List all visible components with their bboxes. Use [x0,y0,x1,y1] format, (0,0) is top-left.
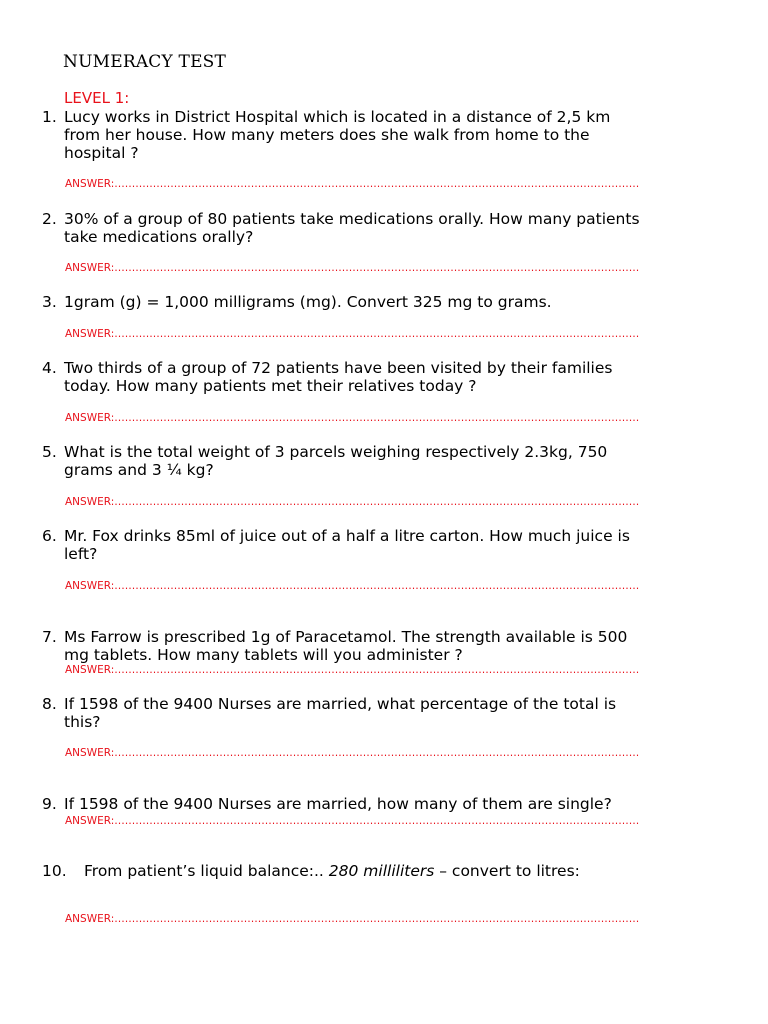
question-text [64,359,612,395]
question-number: 6. [42,527,57,545]
question-text [64,108,610,162]
answer-line-1[interactable]: ANSWER:…………………………………………………………………………………………………………………………………… [65,178,640,190]
question-line: this? [64,713,101,731]
answer-line-3[interactable]: ANSWER:…………………………………………………………………………………………………………………………………… [65,328,640,340]
question-number: 4. [42,359,57,377]
question-text-emphasis: 280 milliliters [328,862,435,880]
question-line: take medications orally? [64,228,254,246]
question-line [84,862,580,880]
question-line: mg tablets. How many tablets will you administer ? [64,646,463,664]
answer-line-2[interactable]: ANSWER:…………………………………………………………………………………………………………………………………… [65,262,640,274]
question-text [84,862,580,880]
question-text [64,210,640,246]
question-number: 8. [42,695,57,713]
question-number: 5. [42,443,57,461]
question-line: Two thirds of a group of 72 patients have been visited by their families [64,359,613,377]
question-line: What is the total weight of 3 parcels weighing respectively 2.3kg, 750 [64,443,608,461]
question-text-prefix: From patient’s liquid balance:.. [84,862,329,880]
question-line: from her house. How many meters does she walk from home to the [64,126,590,144]
question-number: 2. [42,210,57,228]
question-line: 1gram (g) = 1,000 milligrams (mg). Convert 325 mg to grams. [64,293,552,311]
question-text [64,443,607,479]
level-label: LEVEL 1: [64,89,130,107]
question-line: 30% of a group of 80 patients take medications orally. How many patients [64,210,640,228]
question-line: If 1598 of the 9400 Nurses are married, what percentage of the total is [64,695,617,713]
question-line: Ms Farrow is prescribed 1g of Paracetamol. The strength available is 500 [64,628,628,646]
question-text-suffix: – convert to litres: [434,862,580,880]
question-number: 3. [42,293,57,311]
answer-line-10[interactable]: ANSWER:…………………………………………………………………………………………………………………………………… [65,913,640,925]
question-number: 1. [42,108,57,126]
question-text [64,695,616,731]
question-line: Mr. Fox drinks 85ml of juice out of a half a litre carton. How much juice is [64,527,630,545]
question-text [64,628,627,664]
question-text [64,795,612,813]
question-number: 7. [42,628,57,646]
answer-line-4[interactable]: ANSWER:…………………………………………………………………………………………………………………………………… [65,412,640,424]
question-number: 9. [42,795,57,813]
question-line: Lucy works in District Hospital which is located in a distance of 2,5 km [64,108,611,126]
page-title: NUMERACY TEST [63,52,227,72]
question-line: grams and 3 ¼ kg? [64,461,214,479]
answer-line-7[interactable]: ANSWER:…………………………………………………………………………………………………………………………………… [65,664,640,676]
answer-line-5[interactable]: ANSWER:…………………………………………………………………………………………………………………………………… [65,496,640,508]
question-line: If 1598 of the 9400 Nurses are married, how many of them are single? [64,795,612,813]
answer-line-6[interactable]: ANSWER:…………………………………………………………………………………………………………………………………… [65,580,640,592]
answer-line-9[interactable]: ANSWER:…………………………………………………………………………………………………………………………………… [65,815,640,827]
question-line: left? [64,545,98,563]
question-number: 10. [42,862,67,880]
question-text [64,293,552,311]
answer-line-8[interactable]: ANSWER:…………………………………………………………………………………………………………………………………… [65,747,640,759]
question-line: hospital ? [64,144,139,162]
question-line: today. How many patients met their relatives today ? [64,377,477,395]
question-text [64,527,630,563]
